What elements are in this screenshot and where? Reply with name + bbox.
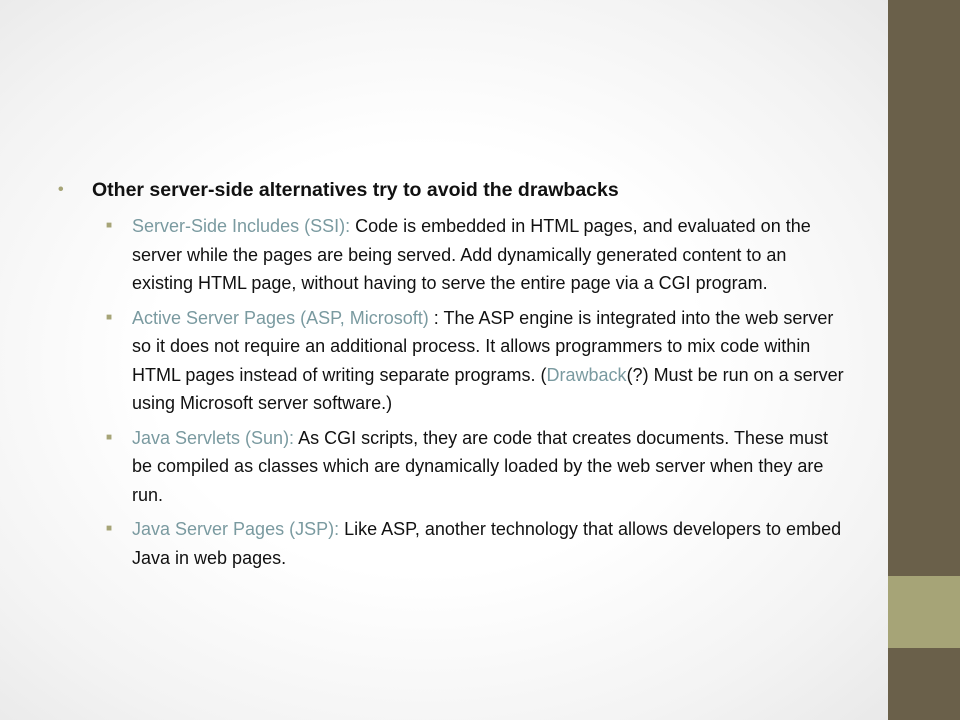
sidebar-band-bottom <box>888 648 960 720</box>
square-bullet-icon: ■ <box>106 311 113 323</box>
term-drawback: Drawback <box>546 364 627 385</box>
square-bullet-icon: ■ <box>106 523 113 534</box>
sub-item-ssi <box>106 212 848 298</box>
term-asp: Active Server Pages (ASP, Microsoft) <box>132 307 429 328</box>
desc-asp: : The ASP engine is integrated into the web server so it does not require an additional process. It allows programmers to mix code within HTML pages instead of writing separate programs. ( <box>132 307 834 385</box>
bullet-dot-icon: • <box>58 181 64 198</box>
sub-item-text <box>132 304 848 418</box>
square-bullet-icon: ■ <box>106 431 113 443</box>
sub-item-jsp <box>106 515 848 572</box>
slide-content <box>58 176 848 578</box>
main-bullet-text: Other server-side alternatives try to avoid the drawbacks <box>92 179 619 201</box>
term-servlets: Java Servlets (Sun): <box>132 427 295 448</box>
desc-jsp: Like ASP, another technology that allows developers to embed Java in web pages. <box>132 519 842 568</box>
sub-item-text <box>132 424 848 510</box>
sidebar-band-middle <box>888 576 960 648</box>
sub-item-servlets <box>106 424 848 510</box>
sub-item-asp <box>106 304 848 418</box>
desc-servlets: As CGI scripts, they are code that creates documents. These must be compiled as classes which are dynamically loaded by the web server when they are run. <box>132 427 828 505</box>
desc-drawback: (?) Must be run on a server using Microsoft server software.) <box>132 364 844 413</box>
sidebar-band-top <box>888 0 960 576</box>
square-bullet-icon: ■ <box>106 220 113 231</box>
term-ssi: Server-Side Includes (SSI): <box>132 216 351 236</box>
sub-item-text <box>132 212 848 298</box>
sub-bullet-list <box>106 212 848 572</box>
desc-ssi: Code is embedded in HTML pages, and evaluated on the server while the pages are being served. Add dynamically generated content to an existing HTML page, without having to serve the entire page via a CGI program. <box>132 216 811 293</box>
sub-item-text <box>132 515 848 572</box>
term-jsp: Java Server Pages (JSP): <box>132 519 340 539</box>
main-bullet <box>58 176 848 204</box>
